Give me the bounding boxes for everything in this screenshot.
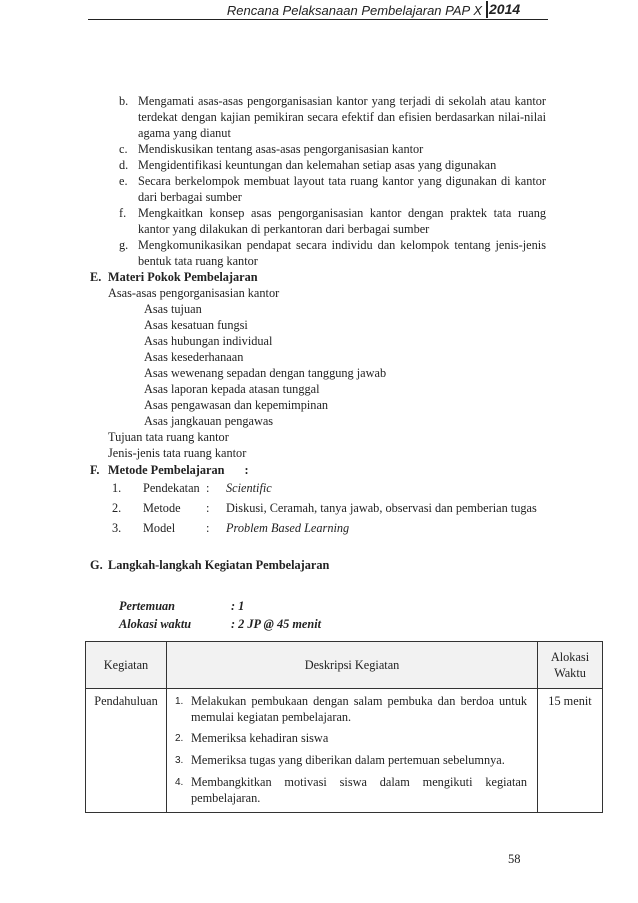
- metode-row: 2. Metode : Diskusi, Ceramah, tanya jawab, observasi dan pemberian tugas: [112, 501, 537, 515]
- section-heading: E. Materi Pokok Pembelajaran: [90, 270, 258, 284]
- list-item: Asas kesederhanaan: [144, 350, 244, 364]
- list-item: Asas wewenang sepadan dengan tanggung jawab: [144, 366, 387, 380]
- cell-kegiatan: Pendahuluan: [86, 689, 167, 813]
- list-item: Asas laporan kepada atasan tunggal: [144, 382, 320, 396]
- pertemuan-value: : 1: [231, 599, 245, 613]
- table-header-row: [86, 642, 603, 689]
- alokasi-value: : 2 JP @ 45 menit: [231, 617, 322, 631]
- section-materi: [90, 269, 550, 461]
- list-item: Asas pengawasan dan kepemimpinan: [144, 398, 329, 412]
- alokasi-label: Alokasi waktu: [119, 617, 192, 631]
- header-deskripsi: Deskripsi Kegiatan: [167, 642, 538, 689]
- section-heading: G. Langkah-langkah Kegiatan Pembelajaran: [90, 558, 330, 572]
- header-alokasi: Alokasi Waktu: [538, 642, 603, 689]
- list-item: Asas kesatuan fungsi: [144, 318, 248, 332]
- metode-row: 1. Pendekatan : Scientific: [112, 481, 272, 495]
- pertemuan-label: Pertemuan: [119, 599, 176, 613]
- cell-deskripsi: [167, 689, 538, 813]
- activity-list: [119, 93, 546, 269]
- list-item: 4. Membangkitkan motivasi siswa dalam mengikuti kegiatan pembelajaran.: [175, 775, 527, 805]
- header-separator: [486, 1, 488, 18]
- materi-extra: Jenis-jenis tata ruang kantor: [108, 446, 247, 460]
- section-heading: F. Metode Pembelajaran :: [90, 463, 249, 477]
- header-rule: [88, 19, 548, 20]
- list-item: f. Mengkaitkan konsep asas pengorganisasian kantor dengan praktek tata ruang kantor yang dilakukan di perkantoran dari berbagai sumber: [119, 206, 546, 236]
- list-item: c. Mendiskusikan tentang asas-asas pengorganisasian kantor: [119, 142, 424, 156]
- list-item: 3. Memeriksa tugas yang diberikan dalam pertemuan sebelumnya.: [175, 753, 505, 767]
- header-title: Rencana Pelaksanaan Pembelajaran PAP X: [226, 3, 482, 18]
- materi-intro: Asas-asas pengorganisasian kantor: [108, 286, 280, 300]
- list-item: g. Mengkomunikasikan pendapat secara individu dan kelompok tentang jenis-jenis bentuk tata ruang kantor: [119, 238, 546, 268]
- metode-row: 3. Model : Problem Based Learning: [112, 521, 350, 535]
- table-row: [86, 689, 603, 813]
- page-number: 58: [508, 852, 521, 866]
- materi-bullets: [90, 301, 550, 429]
- cell-alokasi: 15 menit: [538, 689, 603, 813]
- header-kegiatan: Kegiatan: [86, 642, 167, 689]
- materi-extra: Tujuan tata ruang kantor: [108, 430, 229, 444]
- list-item: Asas hubungan individual: [144, 334, 273, 348]
- header-year: 2014: [489, 1, 521, 17]
- kegiatan-table: [85, 641, 603, 813]
- list-item: 1. Melakukan pembukaan dengan salam pembuka dan berdoa untuk memulai kegiatan pembelajaran.: [175, 694, 527, 724]
- list-item: e. Secara berkelompok membuat layout tata ruang kantor yang digunakan di kantor dari berbagai sumber: [119, 174, 546, 204]
- list-item: 2. Memeriksa kehadiran siswa: [175, 731, 329, 745]
- section-metode: [90, 462, 560, 536]
- list-item: d. Mengidentifikasi keuntungan dan kelemahan setiap asas yang digunakan: [119, 158, 497, 172]
- list-item: Asas tujuan: [144, 302, 202, 316]
- list-item: Asas jangkauan pengawas: [144, 414, 274, 428]
- pertemuan-info: [119, 598, 321, 632]
- list-item: b. Mengamati asas-asas pengorganisasian kantor yang terjadi di sekolah atau kantor terdekat dengan kajian pemikiran secara efektif dan efisien berdasarkan nilai-nilai agama yang dianut: [119, 94, 546, 140]
